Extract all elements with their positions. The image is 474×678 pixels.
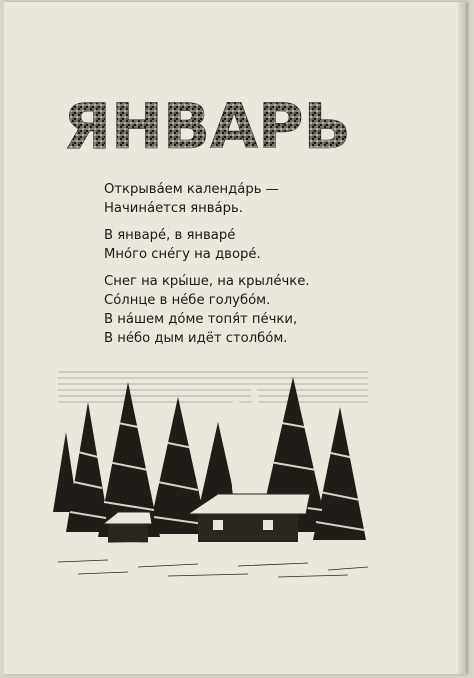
snowy-hut — [188, 494, 310, 542]
poem — [104, 180, 394, 356]
chimney-smoke — [235, 392, 256, 492]
title-frost-lettering — [62, 90, 352, 160]
stanza-2 — [104, 226, 394, 264]
poem-line: Открыва́ем календа́рь — — [104, 182, 279, 197]
poem-line: Снег на кры́ше, на крыле́чке. — [104, 274, 310, 289]
stanza-3 — [104, 272, 394, 348]
book-page — [4, 2, 466, 674]
poem-line: В январе́, в январе́ — [104, 228, 236, 243]
poem-line: Начина́ется янва́рь. — [104, 201, 243, 216]
snow-ground — [48, 542, 378, 582]
sky-hatching — [58, 372, 368, 402]
winter-forest-illustration — [48, 362, 378, 582]
title-text: ЯНВАРЬ — [63, 90, 351, 160]
winter-scene-image — [48, 362, 378, 582]
page-edge-shadow — [458, 2, 466, 674]
poem-line: Со́лнце в не́бе голубо́м. — [104, 293, 271, 308]
poem-line: В на́шем до́ме топя́т пе́чки, — [104, 312, 298, 327]
title-heading — [62, 90, 352, 160]
poem-line: В не́бо дым идёт столбо́м. — [104, 331, 288, 346]
poem-line: Мно́го сне́гу на дворе́. — [104, 247, 261, 262]
stanza-1 — [104, 180, 394, 218]
